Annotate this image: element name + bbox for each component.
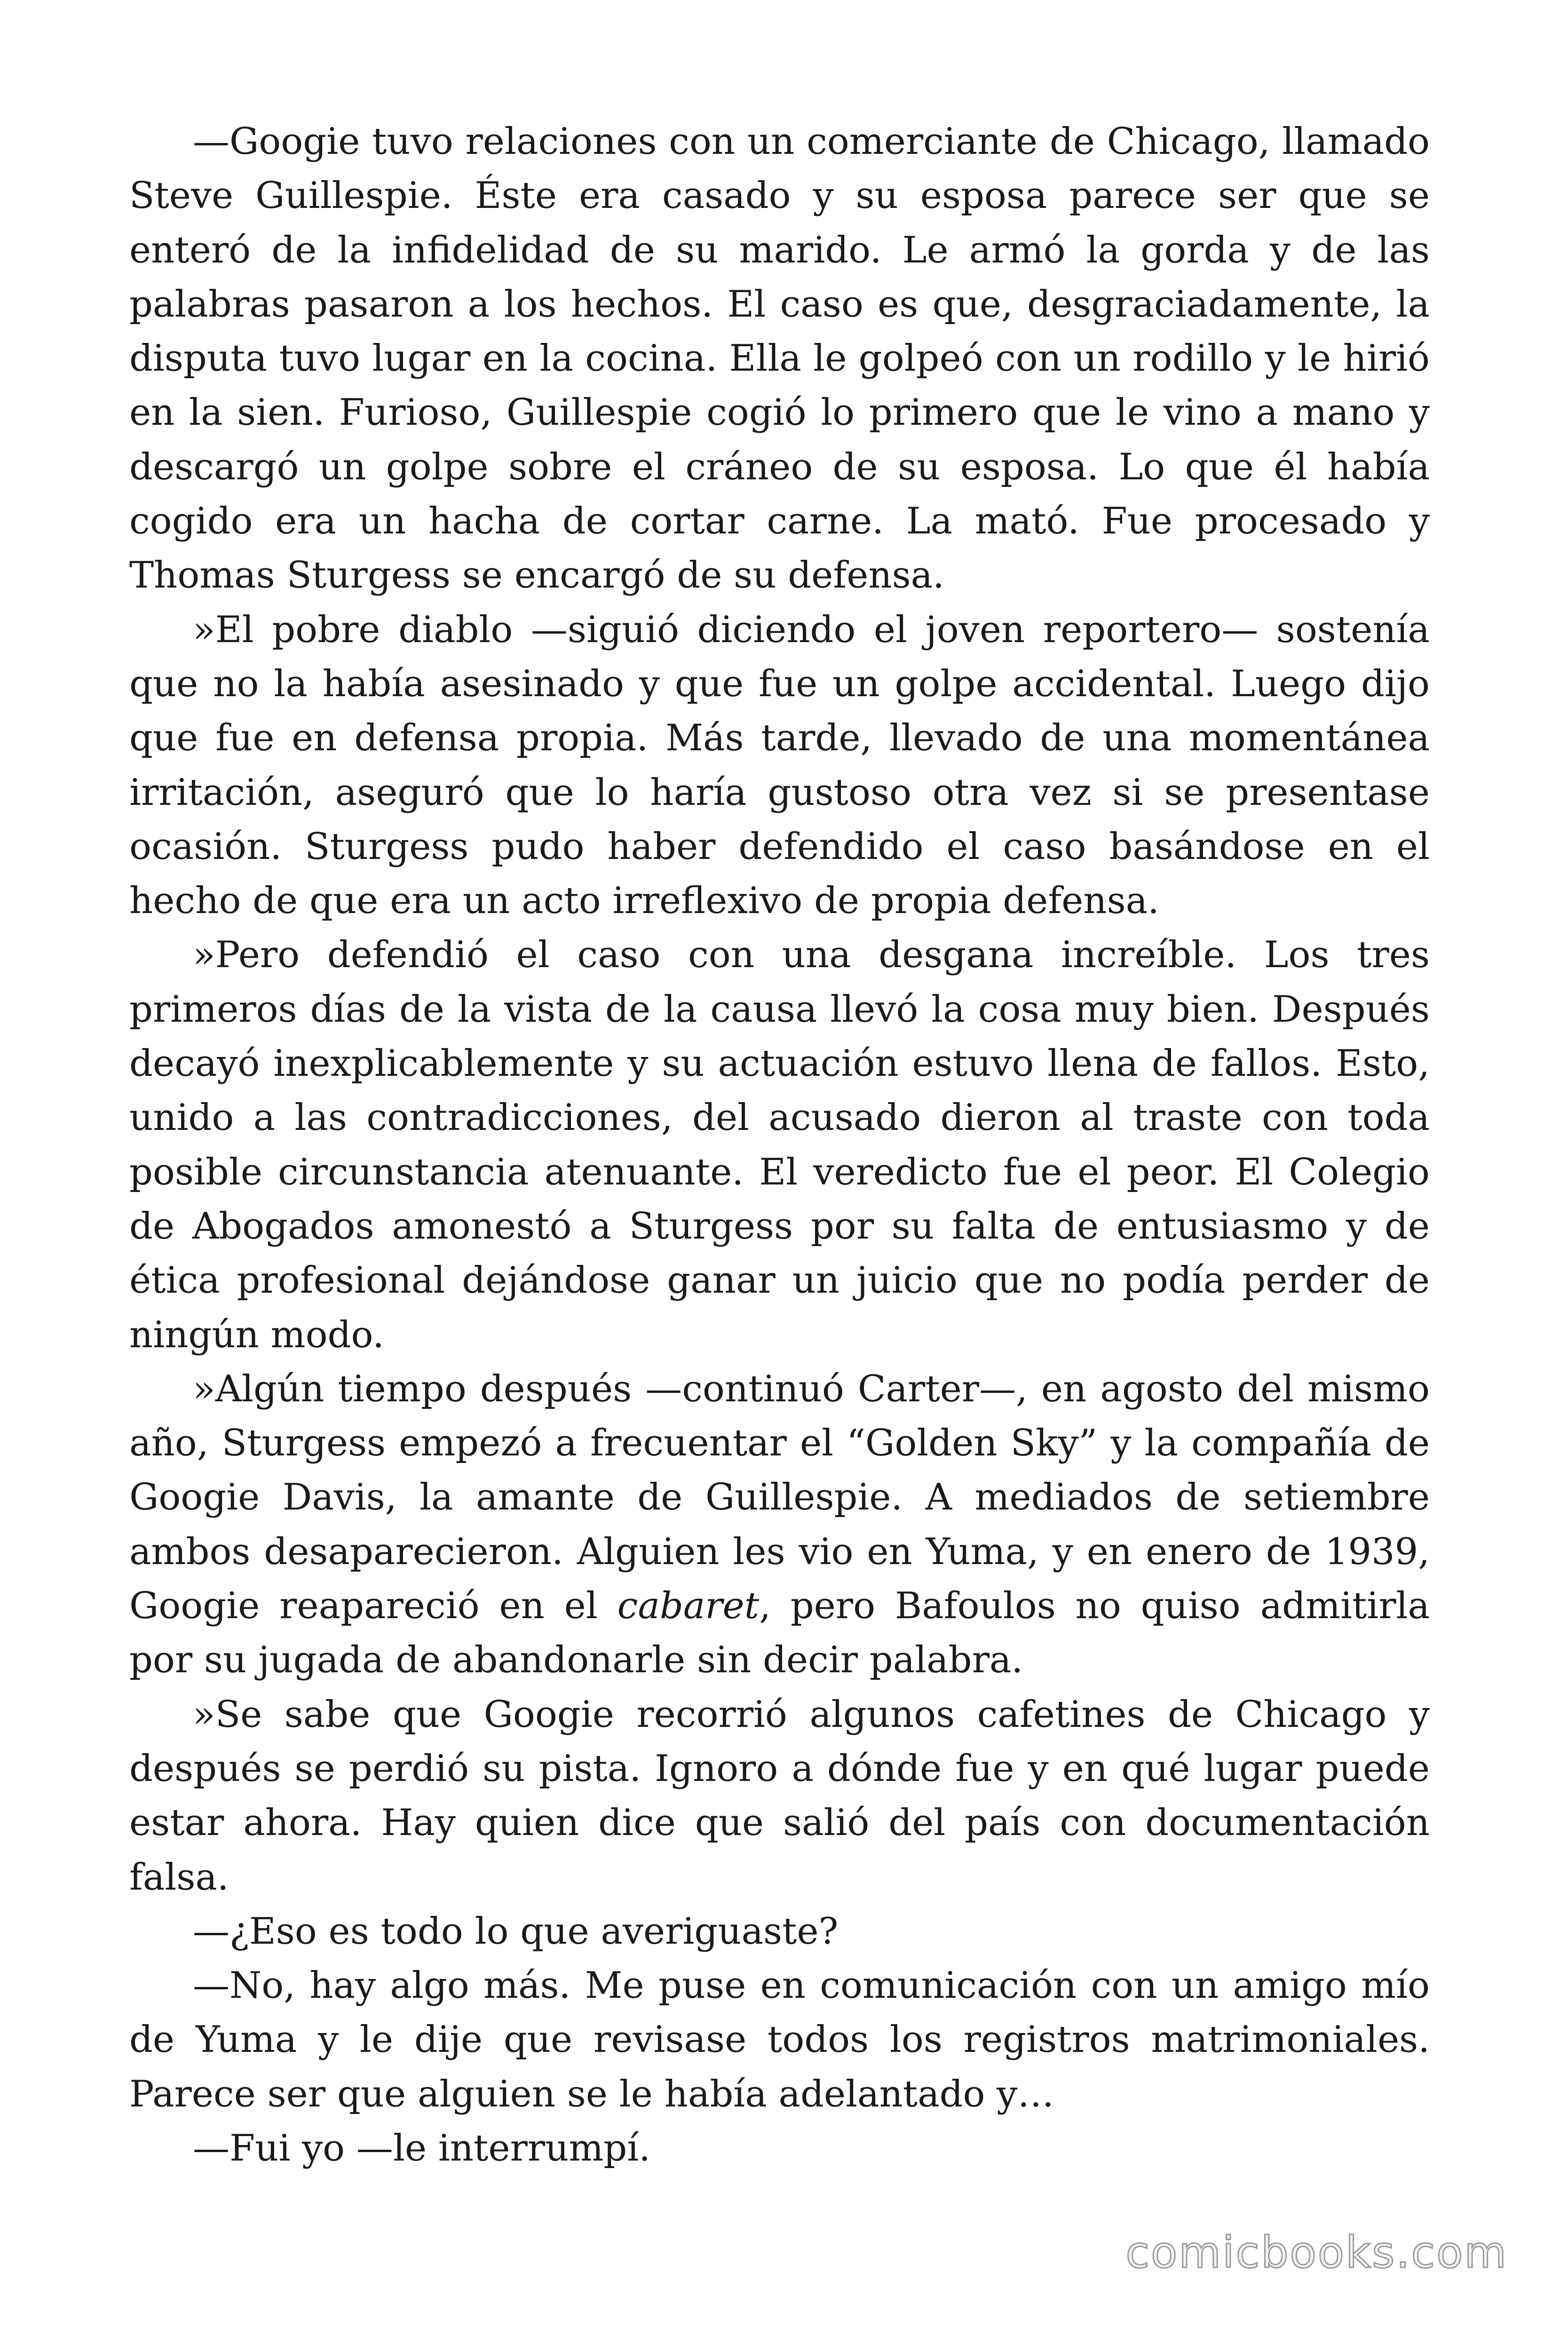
paragraph: —No, hay algo más. Me puse en comunicación con un amigo mío de Yuma y le dije que revisase todos los registros matrimoniales. Parece ser que alguien se le había adelantado y…	[129, 1964, 1430, 2115]
paragraph: —Googie tuvo relaciones con un comerciante de Chicago, llamado Steve Guillespie. Éste era casado y su esposa parece ser que se enteró de la infidelidad de su marido. Le armó la gorda y de las palabras pasaron a los hechos. El caso es que, desgraciadamente, la disputa tuvo lugar en la cocina. Ella le golpeó con un rodillo y le hirió en la sien. Furioso, Guillespie cogió lo primero que le vino a mano y descargó un golpe sobre el cráneo de su esposa. Lo que él había cogido era un hacha de cortar carne. La mató. Fue procesado y Thomas Sturgess se encargó de su defensa.	[129, 120, 1430, 597]
watermark: comicbooks.com	[1125, 2227, 1508, 2278]
paragraph-text: , pero Bafoulos no quiso admitirla por su jugada de abandonarle sin decir palabra.	[129, 1585, 1430, 1682]
paragraph: —Fui yo —le interrumpí.	[193, 2127, 650, 2169]
paragraph	[129, 1362, 1430, 1688]
paragraph-text: »Algún tiempo después —continuó Carter—, en agosto del mismo año, Sturgess empezó a frecuentar el “Golden Sky” y la compañía de Googie Davis, la amante de Guillespie. A mediados de setiembre ambos desaparecieron. Alguien les vio en Yuma, y en enero de 1939, Googie reapareció en el	[129, 1367, 1430, 1628]
paragraph: »Se sabe que Googie recorrió algunos cafetines de Chicago y después se perdió su pista. Ignoro a dónde fue y en qué lugar puede estar ahora. Hay quien dice que salió del país con documentación falsa.	[129, 1693, 1430, 1899]
paragraph: »El pobre diablo —siguió diciendo el joven reportero— sostenía que no la había asesinado y que fue un golpe accidental. Luego dijo que fue en defensa propia. Más tarde, llevado de una momentánea irritación, aseguró que lo haría gustoso otra vez si se presentase ocasión. Sturgess pudo haber defendido el caso basándose en el hecho de que era un acto irreflexivo de propia defensa.	[129, 608, 1430, 922]
body-text	[129, 115, 1430, 2176]
paragraph: »Pero defendió el caso con una desgana increíble. Los tres primeros días de la vista de la causa llevó la cosa muy bien. Después decayó inexplicablemente y su actuación estuvo llena de fallos. Esto, unido a las contradicciones, del acusado dieron al traste con toda posible circunstancia atenuante. El veredicto fue el peor. El Colegio de Abogados amonestó a Sturgess por su falta de entusiasmo y de ética profesional dejándose ganar un juicio que no podía perder de ningún modo.	[129, 934, 1430, 1356]
italic-word: cabaret	[617, 1585, 760, 1628]
paragraph: —¿Eso es todo lo que averiguaste?	[193, 1910, 839, 1953]
